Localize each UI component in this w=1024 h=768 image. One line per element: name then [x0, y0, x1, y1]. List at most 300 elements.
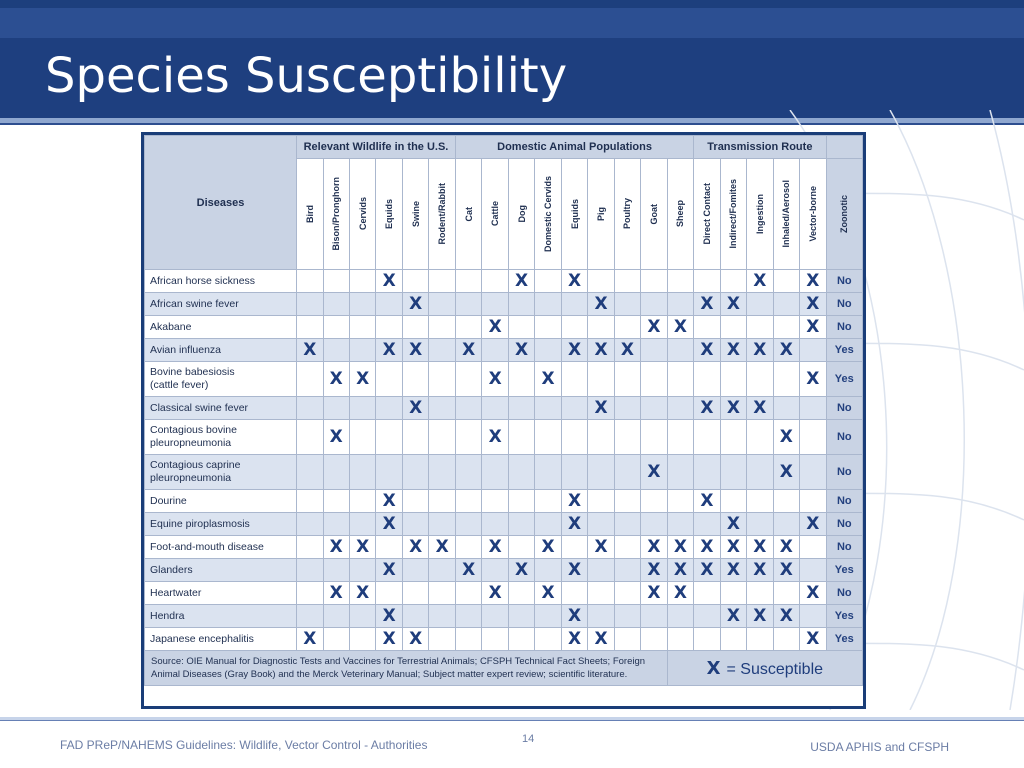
matrix-cell — [535, 293, 561, 316]
disease-name: Bovine babesiosis (cattle fever) — [145, 362, 297, 397]
matrix-cell — [482, 362, 508, 397]
susceptible-mark: X — [700, 537, 714, 557]
susceptible-mark: X — [567, 514, 582, 534]
susceptible-mark: X — [435, 537, 449, 557]
matrix-cell — [694, 605, 720, 628]
matrix-cell — [535, 536, 561, 559]
matrix-cell — [561, 605, 587, 628]
matrix-cell — [455, 420, 481, 455]
table-row — [145, 270, 863, 293]
matrix-cell — [614, 628, 640, 651]
matrix-cell — [535, 339, 561, 362]
matrix-cell — [800, 397, 827, 420]
column-header-rodent-rabbit — [429, 159, 456, 270]
matrix-cell — [376, 293, 402, 316]
matrix-cell — [773, 490, 799, 513]
matrix-cell — [588, 536, 614, 559]
susceptible-mark: X — [779, 427, 793, 447]
column-header-label: Bird — [304, 205, 315, 223]
matrix-cell — [455, 293, 481, 316]
matrix-cell — [561, 293, 587, 316]
matrix-cell — [535, 420, 561, 455]
matrix-cell — [402, 536, 428, 559]
matrix-cell — [561, 490, 587, 513]
matrix-cell — [297, 628, 323, 651]
disease-name: Contagious bovine pleuropneumonia — [145, 420, 297, 455]
susceptible-mark: X — [620, 340, 635, 360]
column-header-label: Indirect/Fomites — [728, 179, 739, 249]
susceptible-mark: X — [329, 369, 343, 389]
matrix-cell — [561, 270, 587, 293]
matrix-cell — [641, 628, 667, 651]
column-header-inhaled-aerosol — [773, 159, 799, 270]
matrix-cell — [773, 628, 799, 651]
footer-rule — [0, 720, 1024, 721]
matrix-cell — [773, 605, 799, 628]
column-header-label: Equids — [384, 198, 395, 229]
matrix-cell — [349, 420, 375, 455]
matrix-cell — [667, 559, 694, 582]
matrix-cell — [508, 270, 534, 293]
matrix-cell — [482, 397, 508, 420]
susceptible-mark: X — [753, 560, 767, 580]
matrix-cell — [720, 316, 746, 339]
matrix-cell — [402, 513, 428, 536]
susceptible-mark: X — [700, 294, 714, 314]
matrix-cell — [641, 293, 667, 316]
matrix-cell — [323, 490, 349, 513]
matrix-cell — [482, 420, 508, 455]
matrix-cell — [508, 455, 534, 490]
matrix-cell — [482, 605, 508, 628]
susceptible-mark: X — [515, 340, 529, 360]
matrix-cell — [588, 490, 614, 513]
matrix-cell — [297, 362, 323, 397]
susceptible-mark: X — [567, 491, 582, 511]
matrix-cell — [588, 605, 614, 628]
matrix-cell — [508, 339, 534, 362]
matrix-cell — [800, 316, 827, 339]
matrix-cell — [508, 605, 534, 628]
table-row — [145, 455, 863, 490]
matrix-cell — [561, 559, 587, 582]
matrix-cell — [297, 582, 323, 605]
susceptible-mark: X — [779, 462, 793, 482]
susceptible-mark: X — [806, 369, 820, 389]
matrix-cell — [588, 420, 614, 455]
zoonotic-status: Yes — [826, 628, 862, 651]
matrix-cell — [694, 316, 720, 339]
column-header-equids — [561, 159, 587, 270]
matrix-cell — [429, 605, 456, 628]
susceptible-mark: X — [382, 514, 396, 534]
zoonotic-group-header-spacer — [826, 136, 862, 159]
matrix-cell — [429, 582, 456, 605]
susceptible-mark: X — [726, 606, 740, 626]
matrix-cell — [429, 536, 456, 559]
column-header-label: Direct Contact — [701, 183, 712, 245]
matrix-cell — [482, 293, 508, 316]
matrix-cell — [402, 605, 428, 628]
zoonotic-status: No — [826, 536, 862, 559]
matrix-cell — [588, 339, 614, 362]
column-header-label: Ingestion — [754, 194, 765, 234]
species-susceptibility-table — [141, 132, 866, 709]
matrix-cell — [376, 270, 402, 293]
matrix-cell — [747, 293, 773, 316]
matrix-cell — [561, 455, 587, 490]
table-row — [145, 293, 863, 316]
matrix-cell — [455, 513, 481, 536]
disease-name: Heartwater — [145, 582, 297, 605]
matrix-cell — [614, 420, 640, 455]
matrix-cell — [747, 455, 773, 490]
susceptible-mark: X — [806, 317, 820, 337]
matrix-cell — [800, 339, 827, 362]
matrix-cell — [508, 513, 534, 536]
table-row — [145, 339, 863, 362]
column-header-sheep — [667, 159, 694, 270]
susceptible-mark: X — [594, 537, 608, 557]
matrix-cell — [402, 362, 428, 397]
matrix-cell — [297, 536, 323, 559]
column-header-cervids — [349, 159, 375, 270]
matrix-cell — [535, 316, 561, 339]
susceptible-mark: X — [700, 491, 714, 511]
column-header-label: Bison/Pronghorn — [331, 177, 342, 251]
table-row — [145, 397, 863, 420]
column-header-label: Cat — [463, 206, 474, 222]
matrix-cell — [720, 628, 746, 651]
column-header-direct-contact — [694, 159, 720, 270]
matrix-cell — [561, 582, 587, 605]
disease-name: Equine piroplasmosis — [145, 513, 297, 536]
matrix-cell — [641, 270, 667, 293]
matrix-cell — [455, 605, 481, 628]
matrix-cell — [667, 420, 694, 455]
matrix-cell — [800, 628, 827, 651]
matrix-cell — [349, 339, 375, 362]
matrix-cell — [402, 559, 428, 582]
matrix-cell — [800, 559, 827, 582]
matrix-cell — [376, 397, 402, 420]
matrix-cell — [535, 362, 561, 397]
matrix-cell — [482, 536, 508, 559]
column-header-dog — [508, 159, 534, 270]
matrix-cell — [641, 339, 667, 362]
susceptible-mark: X — [303, 629, 317, 649]
table-row — [145, 536, 863, 559]
diseases-column-header: Diseases — [145, 136, 297, 270]
matrix-cell — [323, 605, 349, 628]
column-header-pig — [588, 159, 614, 270]
susceptible-mark: X — [673, 560, 687, 580]
disease-name: African horse sickness — [145, 270, 297, 293]
susceptible-mark: X — [700, 398, 714, 418]
susceptible-mark: X — [700, 560, 714, 580]
susceptible-mark: X — [329, 537, 343, 557]
matrix-cell — [614, 582, 640, 605]
matrix-cell — [535, 397, 561, 420]
matrix-cell — [349, 628, 375, 651]
matrix-cell — [614, 293, 640, 316]
susceptible-mark: X — [567, 629, 582, 649]
matrix-cell — [508, 559, 534, 582]
source-note: Source: OIE Manual for Diagnostic Tests and Vaccines for Terrestrial Animals; CFSPH Technical Fact Sheets; Foreign Animal Diseases (Gray Book) and the Merck Veterinary Manual; Subject matter expert review; scientific literature. — [145, 651, 668, 686]
matrix-cell — [667, 605, 694, 628]
matrix-cell — [800, 513, 827, 536]
matrix-cell — [641, 455, 667, 490]
legend-text — [706, 657, 824, 679]
matrix-cell — [747, 628, 773, 651]
disease-name: African swine fever — [145, 293, 297, 316]
matrix-cell — [720, 420, 746, 455]
disease-name: Hendra — [145, 605, 297, 628]
susceptible-mark: X — [329, 583, 343, 603]
matrix-cell — [402, 628, 428, 651]
susceptible-mark: X — [806, 514, 820, 534]
matrix-cell — [694, 397, 720, 420]
susceptible-mark: X — [515, 271, 529, 291]
matrix-cell — [535, 490, 561, 513]
zoonotic-status: No — [826, 490, 862, 513]
susceptible-mark: X — [647, 583, 661, 603]
matrix-cell — [800, 420, 827, 455]
matrix-cell — [667, 339, 694, 362]
matrix-cell — [561, 536, 587, 559]
susceptible-mark: X — [488, 427, 502, 447]
matrix-cell — [561, 420, 587, 455]
matrix-cell — [297, 455, 323, 490]
matrix-cell — [773, 455, 799, 490]
matrix-cell — [349, 362, 375, 397]
matrix-cell — [429, 420, 456, 455]
matrix-cell — [482, 559, 508, 582]
susceptible-mark: X — [409, 537, 423, 557]
matrix-cell — [508, 582, 534, 605]
matrix-cell — [323, 270, 349, 293]
susceptible-mark: X — [647, 560, 661, 580]
column-header-cattle — [482, 159, 508, 270]
legend-mark: X — [706, 657, 721, 679]
matrix-cell — [588, 362, 614, 397]
matrix-cell — [800, 293, 827, 316]
matrix-cell — [641, 420, 667, 455]
matrix-cell — [614, 559, 640, 582]
zoonotic-status: Yes — [826, 559, 862, 582]
matrix-cell — [747, 362, 773, 397]
matrix-cell — [402, 339, 428, 362]
matrix-cell — [694, 455, 720, 490]
susceptible-mark: X — [409, 629, 423, 649]
matrix-cell — [297, 293, 323, 316]
matrix-cell — [535, 559, 561, 582]
matrix-cell — [667, 397, 694, 420]
matrix-cell — [800, 582, 827, 605]
matrix-cell — [800, 536, 827, 559]
susceptible-mark: X — [647, 462, 661, 482]
matrix-cell — [508, 316, 534, 339]
matrix-cell — [535, 270, 561, 293]
matrix-cell — [376, 362, 402, 397]
susceptible-mark: X — [753, 271, 767, 291]
matrix-cell — [588, 559, 614, 582]
susceptible-mark: X — [594, 629, 608, 649]
matrix-cell — [561, 513, 587, 536]
table-row — [145, 582, 863, 605]
matrix-cell — [773, 536, 799, 559]
susceptible-mark: X — [382, 560, 396, 580]
matrix-cell — [297, 316, 323, 339]
matrix-cell — [376, 536, 402, 559]
matrix-cell — [561, 628, 587, 651]
column-header-label: Rodent/Rabbit — [437, 183, 448, 245]
matrix-cell — [773, 513, 799, 536]
susceptible-mark: X — [806, 294, 820, 314]
matrix-cell — [747, 270, 773, 293]
matrix-cell — [482, 455, 508, 490]
matrix-cell — [694, 270, 720, 293]
matrix-cell — [614, 455, 640, 490]
matrix-cell — [376, 559, 402, 582]
matrix-cell — [482, 513, 508, 536]
matrix-cell — [297, 397, 323, 420]
table-row — [145, 559, 863, 582]
matrix-cell — [800, 490, 827, 513]
matrix-cell — [455, 582, 481, 605]
matrix-cell — [323, 513, 349, 536]
matrix-cell — [694, 628, 720, 651]
matrix-cell — [455, 455, 481, 490]
matrix-cell — [561, 316, 587, 339]
matrix-cell — [720, 582, 746, 605]
susceptible-mark: X — [541, 583, 555, 603]
column-header-indirect-fomites — [720, 159, 746, 270]
susceptible-mark: X — [567, 606, 582, 626]
zoonotic-status: No — [826, 397, 862, 420]
matrix-cell — [508, 397, 534, 420]
slide-title: Species Susceptibility — [45, 48, 568, 104]
matrix-cell — [614, 513, 640, 536]
matrix-cell — [508, 420, 534, 455]
susceptible-mark: X — [647, 537, 661, 557]
matrix-cell — [297, 339, 323, 362]
matrix-cell — [402, 490, 428, 513]
matrix-cell — [297, 605, 323, 628]
matrix-cell — [694, 362, 720, 397]
matrix-cell — [323, 536, 349, 559]
susceptible-mark: X — [779, 560, 793, 580]
susceptible-mark: X — [488, 317, 502, 337]
disease-name: Glanders — [145, 559, 297, 582]
matrix-cell — [482, 582, 508, 605]
susceptible-mark: X — [409, 340, 423, 360]
matrix-cell — [323, 559, 349, 582]
matrix-cell — [508, 293, 534, 316]
matrix-cell — [508, 490, 534, 513]
matrix-cell — [349, 397, 375, 420]
zoonotic-status: No — [826, 316, 862, 339]
matrix-cell — [455, 559, 481, 582]
susceptible-mark: X — [594, 294, 608, 314]
column-header-label: Poultry — [622, 198, 633, 230]
matrix-cell — [773, 582, 799, 605]
matrix-cell — [455, 316, 481, 339]
matrix-cell — [667, 536, 694, 559]
matrix-cell — [694, 513, 720, 536]
matrix-cell — [800, 605, 827, 628]
matrix-cell — [614, 536, 640, 559]
disease-name: Akabane — [145, 316, 297, 339]
susceptible-mark: X — [753, 340, 767, 360]
matrix-cell — [376, 605, 402, 628]
matrix-cell — [349, 316, 375, 339]
matrix-cell — [588, 293, 614, 316]
susceptible-mark: X — [329, 427, 343, 447]
zoonotic-status: Yes — [826, 362, 862, 397]
matrix-cell — [667, 582, 694, 605]
susceptible-mark: X — [303, 340, 317, 360]
matrix-cell — [323, 397, 349, 420]
susceptible-mark: X — [462, 560, 476, 580]
matrix-cell — [429, 316, 456, 339]
susceptible-mark: X — [409, 398, 423, 418]
column-header-label: Swine — [410, 200, 421, 227]
wildlife-group-header: Relevant Wildlife in the U.S. — [297, 136, 456, 159]
matrix-cell — [402, 582, 428, 605]
matrix-cell — [349, 293, 375, 316]
column-header-bison-pronghorn — [323, 159, 349, 270]
susceptible-mark: X — [541, 537, 555, 557]
table-row — [145, 362, 863, 397]
column-header-poultry — [614, 159, 640, 270]
column-header-zoonotic — [826, 159, 862, 270]
column-header-vector-borne — [800, 159, 827, 270]
susceptible-mark: X — [462, 340, 476, 360]
susceptible-mark: X — [567, 560, 582, 580]
matrix-cell — [747, 490, 773, 513]
zoonotic-status: Yes — [826, 605, 862, 628]
susceptible-mark: X — [567, 340, 582, 360]
column-header-bird — [297, 159, 323, 270]
zoonotic-status: No — [826, 455, 862, 490]
matrix-cell — [667, 628, 694, 651]
column-header-label: Sheep — [675, 200, 686, 228]
disease-name: Avian influenza — [145, 339, 297, 362]
susceptible-mark: X — [806, 271, 820, 291]
matrix-cell — [323, 420, 349, 455]
column-header-label: Vector-borne — [807, 186, 818, 242]
susceptible-mark: X — [356, 583, 370, 603]
matrix-cell — [561, 362, 587, 397]
matrix-cell — [455, 397, 481, 420]
matrix-cell — [349, 455, 375, 490]
matrix-cell — [773, 339, 799, 362]
matrix-cell — [588, 513, 614, 536]
susceptible-mark: X — [382, 606, 396, 626]
table-row — [145, 605, 863, 628]
matrix-cell — [614, 270, 640, 293]
matrix-cell — [376, 339, 402, 362]
matrix-cell — [588, 316, 614, 339]
slide-header-stripe — [0, 8, 1024, 38]
susceptible-legend — [667, 651, 862, 686]
matrix-cell — [614, 362, 640, 397]
zoonotic-status: No — [826, 513, 862, 536]
matrix-cell — [376, 513, 402, 536]
matrix-cell — [376, 455, 402, 490]
matrix-cell — [535, 513, 561, 536]
